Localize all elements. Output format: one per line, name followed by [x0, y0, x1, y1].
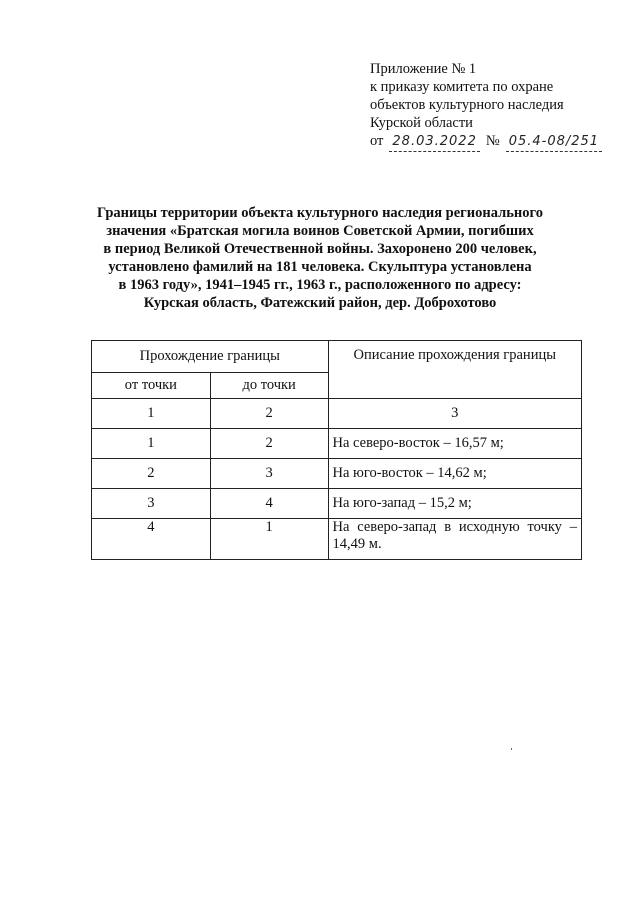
- number-sign: №: [485, 133, 500, 149]
- title-line-3: в период Великой Отечественной войны. Захоронено 200 человек,: [103, 241, 537, 257]
- from-point: 4: [92, 519, 211, 560]
- boundary-description: На северо-восток – 16,57 м;: [328, 429, 581, 459]
- appendix-header: [370, 60, 602, 152]
- column-number: 1: [92, 399, 211, 429]
- scan-speck: [511, 748, 512, 750]
- title-line-6: Курская область, Фатежский район, дер. Доброхотово: [143, 295, 497, 311]
- header-to: до точки: [210, 373, 328, 399]
- header-from: от точки: [92, 373, 211, 399]
- to-point: 3: [210, 459, 328, 489]
- title-line-2: значения «Братская могила воинов Советской Армии, погибших: [106, 223, 534, 239]
- from-point: 3: [92, 489, 211, 519]
- column-number-row: [92, 399, 582, 429]
- column-number: 2: [210, 399, 328, 429]
- header-passage: Прохождение границы: [92, 341, 329, 373]
- boundary-table: [91, 340, 582, 560]
- from-point: 2: [92, 459, 211, 489]
- boundary-description: На юго-запад – 15,2 м;: [328, 489, 581, 519]
- order-number-handwritten: 05.4-08/251: [506, 133, 602, 152]
- appendix-line-4: Курской области: [370, 115, 473, 131]
- boundary-description: На северо-запад в исходную точку – 14,49 м.: [328, 519, 581, 560]
- document-title: [80, 204, 560, 312]
- title-line-4: установлено фамилий на 181 человека. Скульптура установлена: [108, 259, 532, 275]
- table-header-row: [92, 341, 582, 373]
- order-date-handwritten: 28.03.2022: [389, 133, 479, 152]
- from-point: 1: [92, 429, 211, 459]
- appendix-line-1: Приложение № 1: [370, 61, 477, 77]
- appendix-line-2: к приказу комитета по охране: [370, 79, 554, 95]
- order-date-number-line: [370, 132, 602, 152]
- table-row: [92, 519, 582, 560]
- to-point: 2: [210, 429, 328, 459]
- to-point: 1: [210, 519, 328, 560]
- title-line-5: в 1963 году», 1941–1945 гг., 1963 г., расположенного по адресу:: [118, 277, 522, 293]
- appendix-line-3: объектов культурного наследия: [370, 97, 564, 113]
- table-row: [92, 489, 582, 519]
- header-description: Описание прохождения границы: [328, 341, 581, 399]
- to-point: 4: [210, 489, 328, 519]
- title-line-1: Границы территории объекта культурного наследия регионального: [97, 205, 543, 221]
- column-number: 3: [328, 399, 581, 429]
- date-prefix: от: [370, 133, 384, 149]
- table-row: [92, 429, 582, 459]
- table-row: [92, 459, 582, 489]
- boundary-description: На юго-восток – 14,62 м;: [328, 459, 581, 489]
